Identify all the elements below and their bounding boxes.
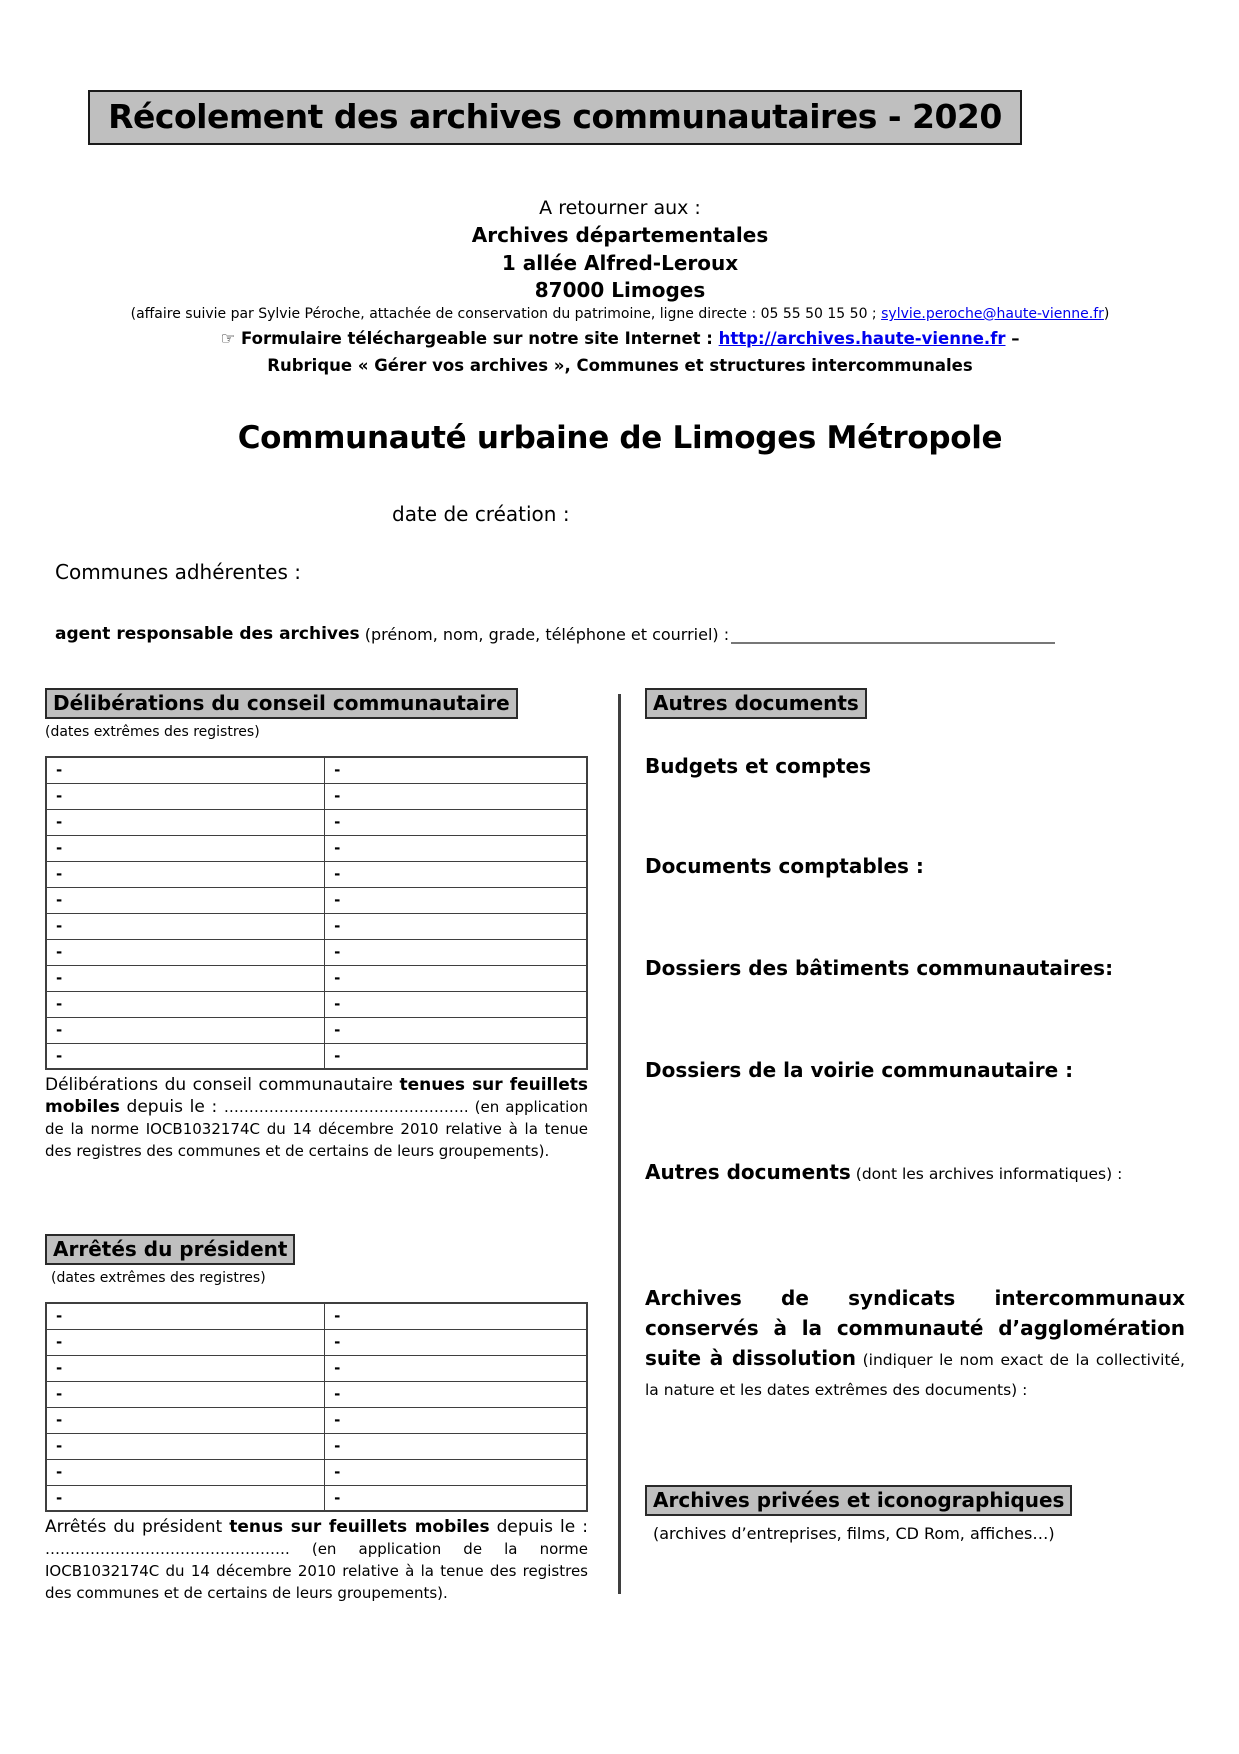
date-cell[interactable]: - — [325, 1329, 587, 1355]
arretes-note: Arrêtés du président tenus sur feuillets mobiles depuis le : …………………………………………. (en application de la norme IOCB1032174C du 14 décembre 2010 relative à la tenue des registres des communes et de certains de leurs groupements). — [45, 1517, 588, 1602]
date-cell[interactable]: - — [46, 1329, 325, 1355]
table-row — [46, 1433, 587, 1459]
syndicats-paragraph: Archives de syndicats intercommunaux conservés à la communauté d’agglomération suite à dissolution (indiquer le nom exact de la collectivité, la nature et les dates extrêmes des documents) : — [645, 1286, 1185, 1399]
voirie-label: Dossiers de la voirie communautaire : — [645, 1058, 1074, 1082]
date-cell[interactable]: - — [325, 1407, 587, 1433]
date-cell[interactable]: - — [325, 861, 587, 887]
column-divider — [618, 694, 621, 1594]
date-cell[interactable]: - — [46, 965, 325, 991]
table-row — [46, 861, 587, 887]
date-cell[interactable]: - — [46, 861, 325, 887]
contact-prefix: (affaire suivie par Sylvie Péroche, attachée de conservation du patrimoine, ligne directe : 05 55 50 15 50 ; — [130, 306, 882, 322]
date-cell[interactable]: - — [46, 783, 325, 809]
left-column — [45, 688, 590, 1604]
date-cell[interactable]: - — [325, 809, 587, 835]
date-cell[interactable]: - — [325, 757, 587, 783]
date-cell[interactable]: - — [46, 1407, 325, 1433]
date-cell[interactable]: - — [46, 913, 325, 939]
table-row — [46, 1459, 587, 1485]
date-cell[interactable]: - — [46, 1485, 325, 1511]
section-header-archives-privees: Archives privées et iconographiques — [645, 1485, 1072, 1516]
date-cell[interactable]: - — [46, 1355, 325, 1381]
contact-email-link[interactable]: sylvie.peroche@haute-vienne.fr — [881, 306, 1104, 322]
deliberations-note: Délibérations du conseil communautaire tenues sur feuillets mobiles depuis le : …………………………………………. (en application de la norme IOCB1032174C du 14 décembre 2010 relative à la tenue des registres des communes et de certains de leurs groupements). — [45, 1075, 588, 1160]
address-line: 87000 Limoges — [534, 278, 706, 302]
date-cell[interactable]: - — [325, 1485, 587, 1511]
date-cell[interactable]: - — [46, 1043, 325, 1069]
deliberations-table — [45, 756, 588, 1070]
date-cell[interactable]: - — [325, 1043, 587, 1069]
date-cell[interactable]: - — [46, 1017, 325, 1043]
communes-label: Communes adhérentes : — [55, 560, 301, 584]
date-cell[interactable]: - — [325, 1355, 587, 1381]
section-header-deliberations: Délibérations du conseil communautaire — [45, 688, 518, 719]
table-row — [46, 913, 587, 939]
date-cell[interactable]: - — [46, 809, 325, 835]
table-row — [46, 939, 587, 965]
date-cell[interactable]: - — [325, 1459, 587, 1485]
right-column — [645, 688, 1185, 1588]
table-row — [46, 1329, 587, 1355]
date-cell[interactable]: - — [46, 1303, 325, 1329]
agent-fill-line[interactable] — [731, 624, 1055, 644]
creation-date-label: date de création : — [392, 502, 570, 526]
privees-subtitle: (archives d’entreprises, films, CD Rom, affiches…) — [653, 1524, 1055, 1543]
table-row — [46, 991, 587, 1017]
date-cell[interactable]: - — [325, 1381, 587, 1407]
download-suffix: – — [1005, 329, 1020, 348]
table-row — [46, 1043, 587, 1069]
date-cell[interactable]: - — [325, 783, 587, 809]
deliberations-subtitle: (dates extrêmes des registres) — [45, 724, 260, 740]
table-row — [46, 1303, 587, 1329]
table-row — [46, 1407, 587, 1433]
table-row — [46, 1017, 587, 1043]
batiments-label: Dossiers des bâtiments communautaires: — [645, 956, 1114, 980]
arretes-subtitle: (dates extrêmes des registres) — [51, 1270, 266, 1286]
budgets-label: Budgets et comptes — [645, 754, 871, 778]
date-cell[interactable]: - — [46, 835, 325, 861]
address-line: 1 allée Alfred-Leroux — [501, 250, 739, 275]
date-cell[interactable]: - — [325, 835, 587, 861]
date-cell[interactable]: - — [46, 991, 325, 1017]
date-cell[interactable]: - — [46, 887, 325, 913]
agent-label-bold: agent responsable des archives — [55, 624, 360, 644]
date-cell[interactable]: - — [325, 939, 587, 965]
date-cell[interactable]: - — [46, 1459, 325, 1485]
pointing-hand-icon: ☞ — [220, 329, 236, 348]
date-cell[interactable]: - — [325, 913, 587, 939]
date-cell[interactable]: - — [325, 1433, 587, 1459]
table-row — [46, 1381, 587, 1407]
section-header-autres-documents: Autres documents — [645, 688, 867, 719]
table-row — [46, 1485, 587, 1511]
table-row — [46, 757, 587, 783]
table-row — [46, 783, 587, 809]
page-title: Récolement des archives communautaires - 2020 — [88, 90, 1022, 145]
date-cell[interactable]: - — [325, 1017, 587, 1043]
date-cell[interactable]: - — [46, 1433, 325, 1459]
date-cell[interactable]: - — [46, 757, 325, 783]
table-row — [46, 809, 587, 835]
table-row — [46, 835, 587, 861]
return-address — [55, 222, 1185, 305]
download-url-link[interactable]: http://archives.haute-vienne.fr — [718, 329, 1006, 348]
table-row — [46, 965, 587, 991]
date-cell[interactable]: - — [325, 965, 587, 991]
table-row — [46, 1355, 587, 1381]
download-line2: Rubrique « Gérer vos archives », Communes et structures intercommunales — [267, 356, 973, 375]
section-header-arretes: Arrêtés du président — [45, 1234, 295, 1265]
contact-line — [55, 306, 1185, 322]
contact-suffix: ) — [1103, 306, 1110, 322]
autres-docs-label: Autres documents (dont les archives informatiques) : — [645, 1160, 1123, 1184]
arretes-table — [45, 1302, 588, 1512]
return-intro: A retourner aux : — [539, 197, 701, 219]
download-prefix: Formulaire téléchargeable sur notre site Internet : — [235, 329, 719, 348]
download-line — [55, 329, 1185, 348]
date-cell[interactable]: - — [325, 991, 587, 1017]
community-title: Communauté urbaine de Limoges Métropole — [237, 420, 1003, 456]
address-line: Archives départementales — [471, 223, 769, 247]
agent-field-row — [55, 624, 1055, 644]
date-cell[interactable]: - — [325, 1303, 587, 1329]
agent-label-normal: (prénom, nom, grade, téléphone et courriel) : — [359, 625, 730, 644]
table-row — [46, 887, 587, 913]
date-cell[interactable]: - — [325, 887, 587, 913]
date-cell[interactable]: - — [46, 1381, 325, 1407]
comptables-label: Documents comptables : — [645, 854, 924, 878]
date-cell[interactable]: - — [46, 939, 325, 965]
